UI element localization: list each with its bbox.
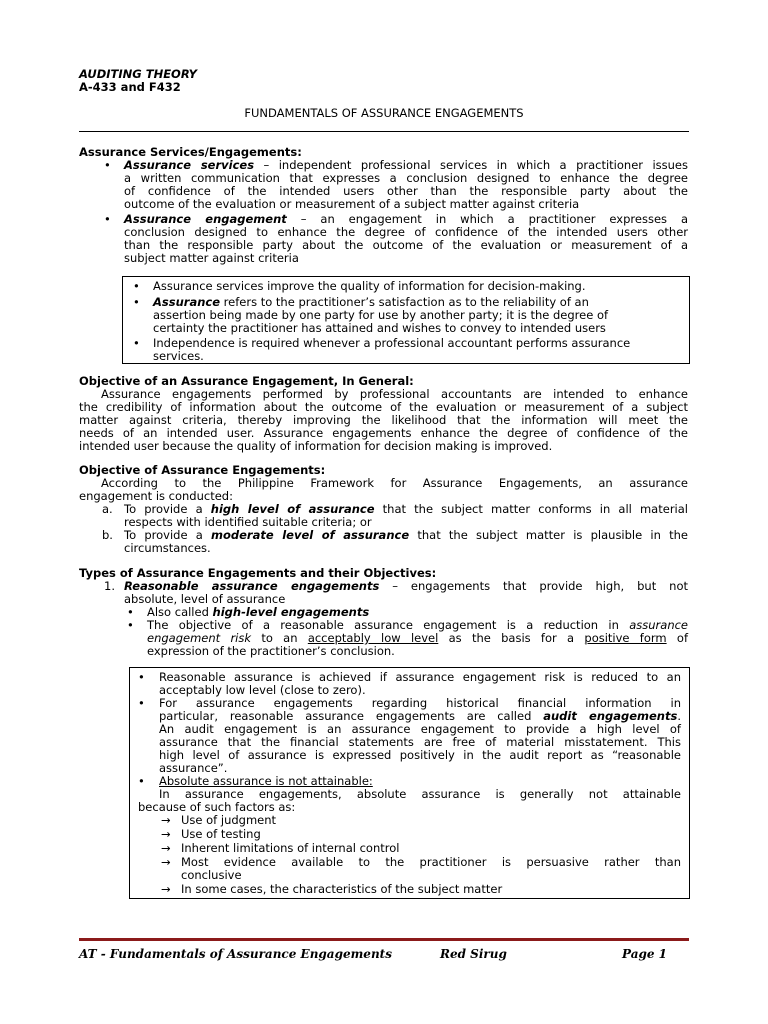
bullet: • [127, 605, 134, 619]
box-subheading: Absolute assurance is not attainable: [159, 774, 373, 788]
bullet: • [138, 670, 145, 684]
list-item: Also called high-level engagements [147, 605, 370, 619]
arrow-icon: → [161, 882, 171, 896]
factor-item: In some cases, the characteristics of the subject matter [181, 882, 503, 896]
list-item: To provide a moderate level of assurance that the subject matter is plausible in the circumstances. [124, 528, 688, 555]
list-label: 1. [104, 579, 115, 593]
bullet: • [104, 212, 111, 226]
section-heading-objective-general: Objective of an Assurance Engagement, In General: [79, 374, 414, 388]
bullet: • [138, 696, 145, 710]
box-note: For assurance engagements regarding historical financial information in particular, reasonable assurance engagements are called audit engagements. An audit engagement is an assurance engagement to provide a high level of assurance that the financial statements are free of material misstatement. This high level of assurance is expressed positively in the audit report as “reasonable assurance”. [159, 696, 681, 775]
header-rule [79, 131, 689, 132]
section-heading-services: Assurance Services/Engagements: [79, 145, 302, 159]
page-title: FUNDAMENTALS OF ASSURANCE ENGAGEMENTS [244, 106, 524, 120]
section-heading-objective: Objective of Assurance Engagements: [79, 463, 326, 477]
footer-author: Red Sirug [440, 947, 507, 961]
bullet: • [127, 618, 134, 632]
arrow-icon: → [161, 827, 171, 841]
list-item: Reasonable assurance engagements – engagements that provide high, but not absolute, level of assurance [124, 579, 688, 606]
course-title: AUDITING THEORY [79, 67, 197, 81]
list-label: b. [102, 528, 113, 542]
list-item: Assurance engagement – an engagement in which a practitioner expresses a conclusion designed to enhance the degree of confidence of the intended users other than the responsible party about the outcome of the evaluation or measurement of a subject matter against criteria [124, 212, 688, 265]
course-code: A-433 and F432 [79, 80, 181, 94]
box-note: In assurance engagements, absolute assurance is generally not attainable because of such factors as: [138, 787, 681, 814]
paragraph: Assurance engagements performed by professional accountants are intended to enhance the credibility of information about the outcome of the evaluation or measurement of a subject matter against criteria, thereby improving the likelihood that the information will meet the needs of an intended user. Assurance engagements enhance the degree of confidence of the intended user because the quality of information for decision making is improved. [79, 387, 688, 453]
arrow-icon: → [161, 841, 171, 855]
list-item: To provide a high level of assurance that the subject matter conforms in all material respects with identified suitable criteria; or [124, 502, 688, 529]
bullet: • [138, 774, 145, 788]
paragraph: According to the Philippine Framework for Assurance Engagements, an assurance engagement is conducted: [79, 476, 688, 503]
footer-page-number: Page 1 [622, 947, 668, 961]
list-item: The objective of a reasonable assurance engagement is a reduction in assurance engagement risk to an acceptably low level as the basis for a positive form of expression of the practitioner’s conclusion. [147, 618, 688, 658]
box-note: Reasonable assurance is achieved if assurance engagement risk is reduced to an acceptably low level (close to zero). [159, 670, 681, 697]
factor-item: Use of judgment [181, 813, 277, 827]
box-note: Assurance services improve the quality of information for decision-making. [153, 279, 586, 293]
bullet: • [133, 295, 140, 309]
arrow-icon: → [161, 813, 171, 827]
bullet: • [104, 158, 111, 172]
box-note: Independence is required whenever a professional accountant performs assurance services. [153, 336, 631, 363]
box-note: Assurance refers to the practitioner’s satisfaction as to the reliability of an assertion being made by one party for use by another party; it is the degree of certainty the practitioner has attained and wishes to convey to intended users [153, 295, 609, 335]
list-item: Assurance services – independent professional services in which a practitioner issues a written communication that expresses a conclusion designed to enhance the degree of confidence of the intended users other than the responsible party about the outcome of the evaluation or measurement of a subject matter against criteria [124, 158, 688, 211]
footer-rule [79, 938, 689, 941]
factor-item: Most evidence available to the practitioner is persuasive rather than conclusive [181, 855, 681, 882]
list-label: a. [102, 502, 113, 516]
section-heading-types: Types of Assurance Engagements and their Objectives: [79, 566, 437, 580]
bullet: • [133, 336, 140, 350]
arrow-icon: → [161, 855, 171, 869]
bullet: • [133, 279, 140, 293]
factor-item: Inherent limitations of internal control [181, 841, 400, 855]
factor-item: Use of testing [181, 827, 261, 841]
footer-title: AT - Fundamentals of Assurance Engagements [79, 947, 392, 961]
